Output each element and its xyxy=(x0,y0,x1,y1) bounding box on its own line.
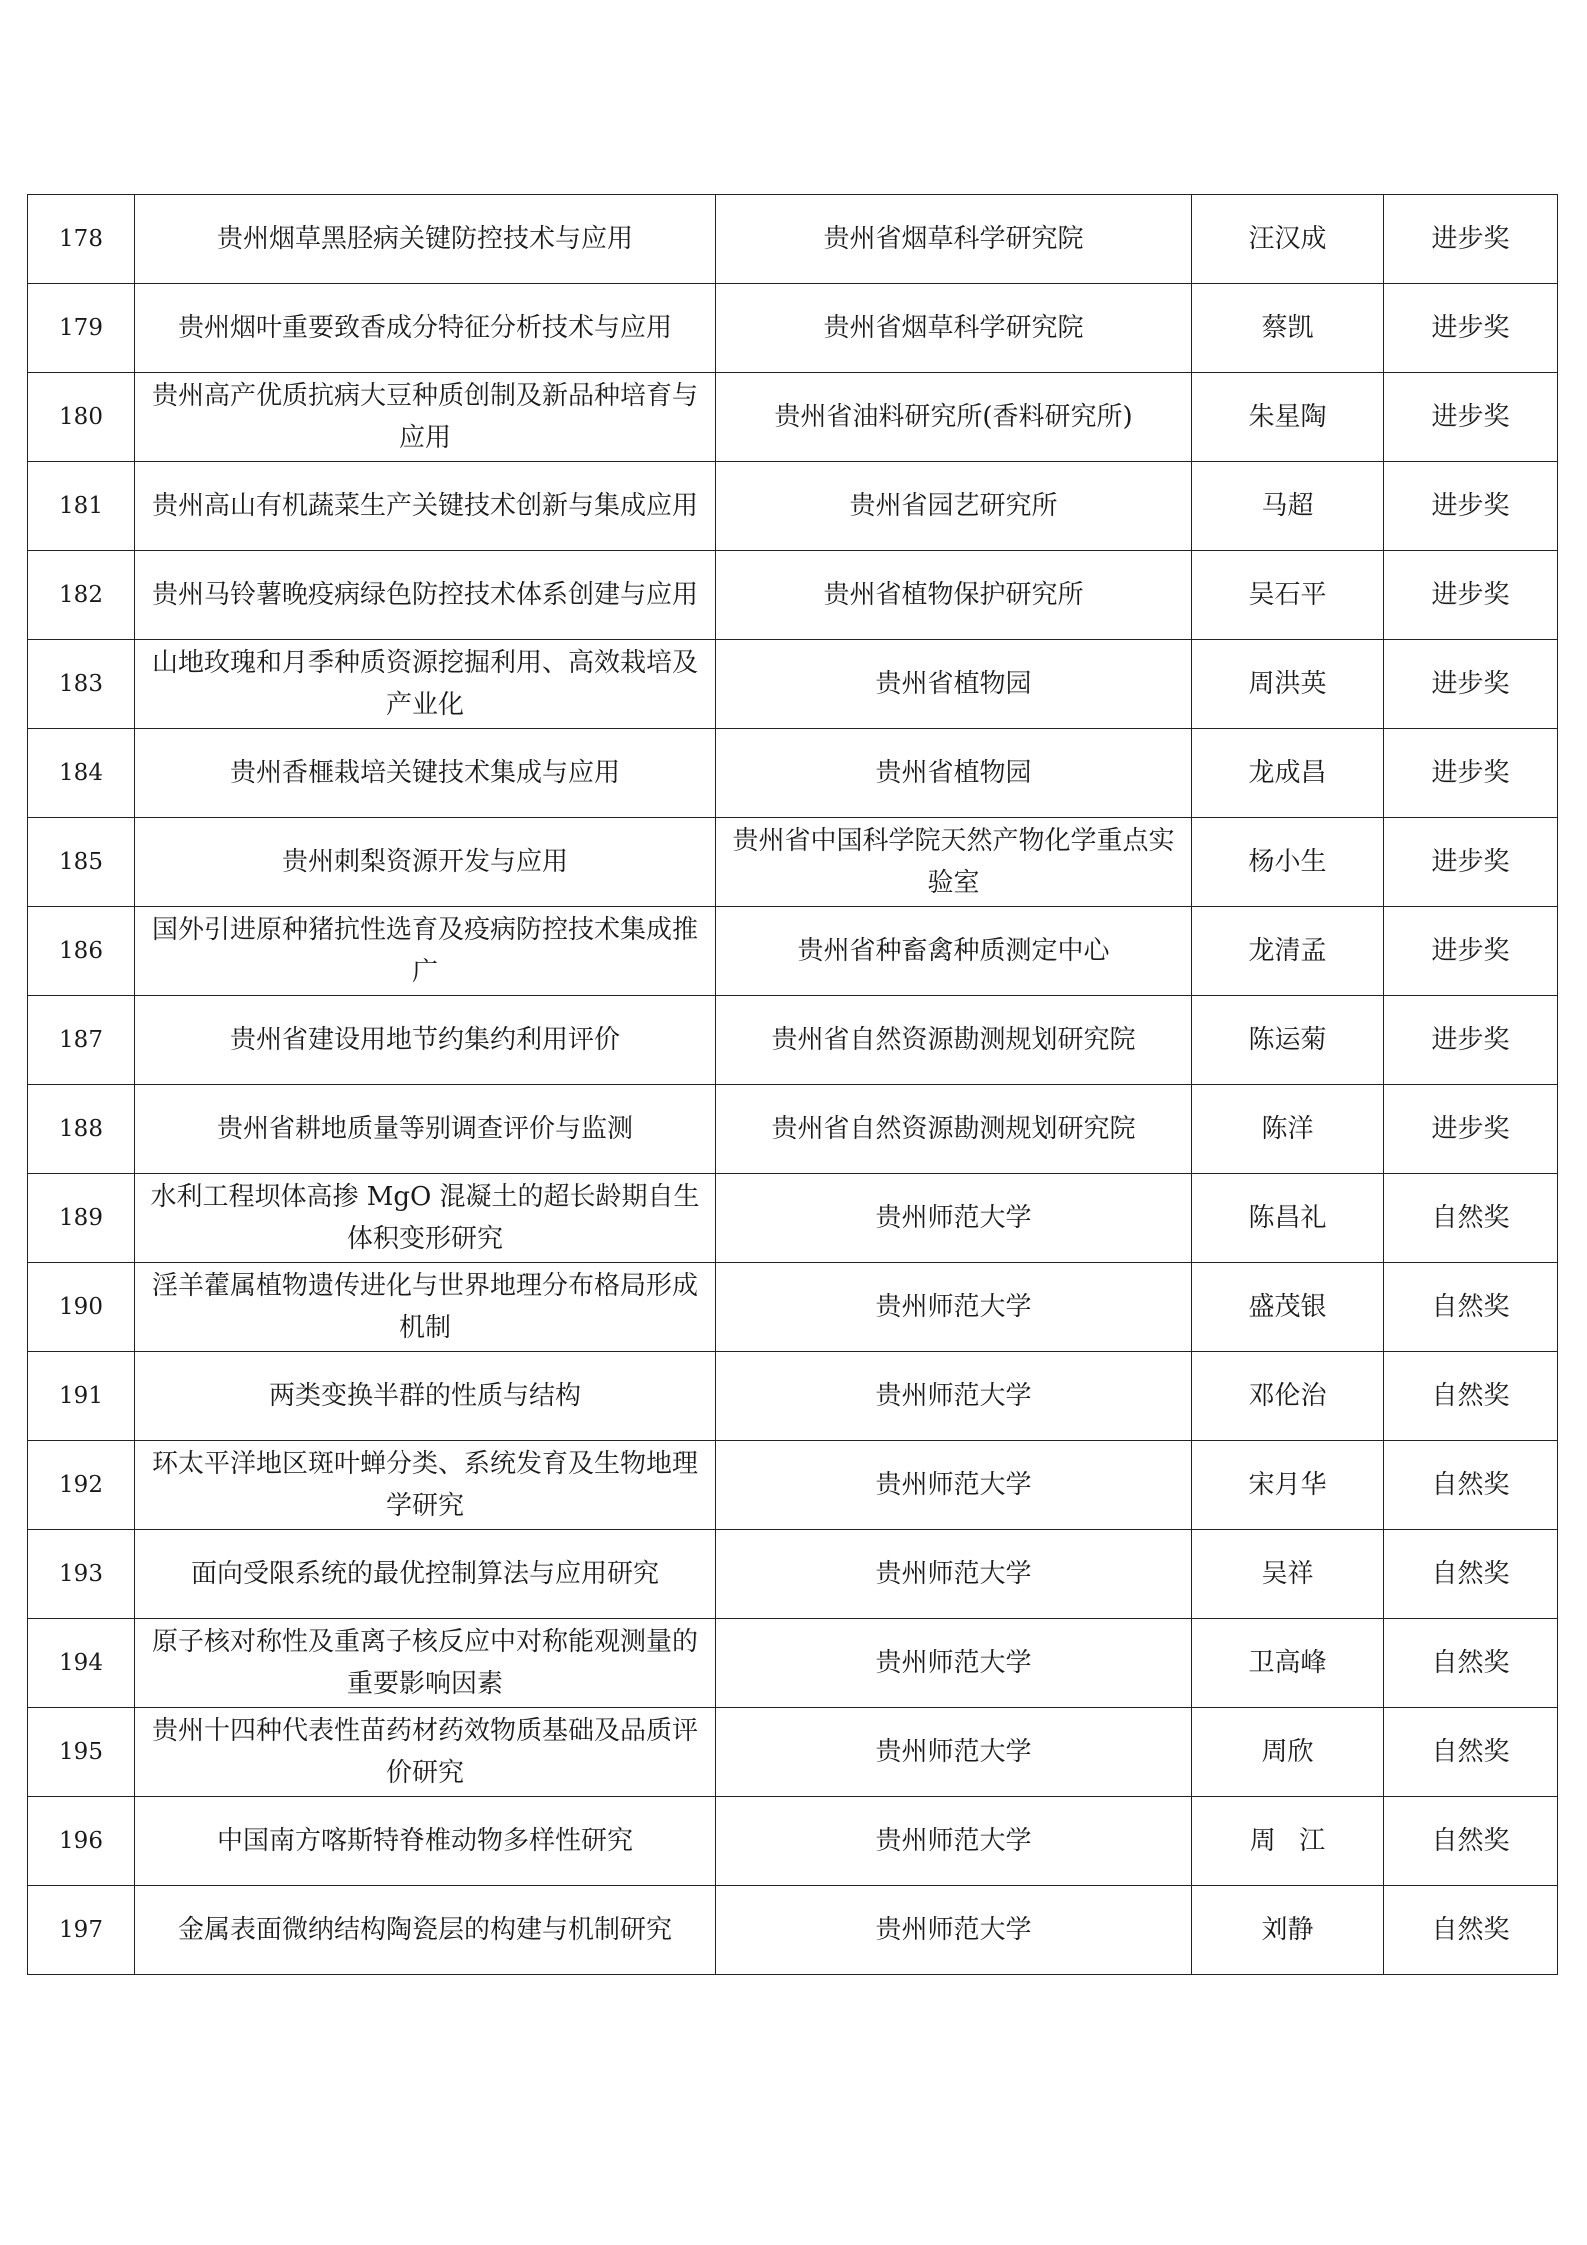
project-name: 水利工程坝体高掺 MgO 混凝土的超长龄期自生体积变形研究 xyxy=(135,1174,716,1263)
row-number: 188 xyxy=(28,1085,135,1174)
table-row xyxy=(28,1352,1558,1441)
row-number: 178 xyxy=(28,195,135,284)
project-name: 贵州烟叶重要致香成分特征分析技术与应用 xyxy=(135,284,716,373)
person-name: 周洪英 xyxy=(1192,640,1384,729)
person-name: 蔡凯 xyxy=(1192,284,1384,373)
person-name: 马超 xyxy=(1192,462,1384,551)
row-number: 197 xyxy=(28,1886,135,1975)
award-type: 进步奖 xyxy=(1384,640,1558,729)
person-name: 宋月华 xyxy=(1192,1441,1384,1530)
project-name: 贵州香榧栽培关键技术集成与应用 xyxy=(135,729,716,818)
unit-name: 贵州师范大学 xyxy=(716,1174,1192,1263)
table-row xyxy=(28,640,1558,729)
row-number: 194 xyxy=(28,1619,135,1708)
project-name: 贵州高山有机蔬菜生产关键技术创新与集成应用 xyxy=(135,462,716,551)
row-number: 193 xyxy=(28,1530,135,1619)
project-name: 贵州高产优质抗病大豆种质创制及新品种培育与应用 xyxy=(135,373,716,462)
unit-name: 贵州师范大学 xyxy=(716,1352,1192,1441)
person-name: 汪汉成 xyxy=(1192,195,1384,284)
award-type: 自然奖 xyxy=(1384,1441,1558,1530)
project-name: 贵州省建设用地节约集约利用评价 xyxy=(135,996,716,1085)
row-number: 180 xyxy=(28,373,135,462)
table-row xyxy=(28,1441,1558,1530)
person-name: 吴石平 xyxy=(1192,551,1384,640)
award-type: 进步奖 xyxy=(1384,729,1558,818)
person-name: 刘静 xyxy=(1192,1886,1384,1975)
award-table xyxy=(27,194,1558,1975)
row-number: 191 xyxy=(28,1352,135,1441)
unit-name: 贵州省植物保护研究所 xyxy=(716,551,1192,640)
project-name: 国外引进原种猪抗性选育及疫病防控技术集成推广 xyxy=(135,907,716,996)
award-type: 进步奖 xyxy=(1384,818,1558,907)
project-name: 贵州十四种代表性苗药材药效物质基础及品质评价研究 xyxy=(135,1708,716,1797)
person-name: 龙成昌 xyxy=(1192,729,1384,818)
table-row xyxy=(28,284,1558,373)
award-type: 自然奖 xyxy=(1384,1708,1558,1797)
award-type: 进步奖 xyxy=(1384,996,1558,1085)
table-row xyxy=(28,1174,1558,1263)
award-type: 自然奖 xyxy=(1384,1619,1558,1708)
row-number: 179 xyxy=(28,284,135,373)
row-number: 183 xyxy=(28,640,135,729)
row-number: 185 xyxy=(28,818,135,907)
person-name: 陈运菊 xyxy=(1192,996,1384,1085)
table-row xyxy=(28,729,1558,818)
unit-name: 贵州省中国科学院天然产物化学重点实验室 xyxy=(716,818,1192,907)
table-row xyxy=(28,996,1558,1085)
unit-name: 贵州师范大学 xyxy=(716,1708,1192,1797)
unit-name: 贵州师范大学 xyxy=(716,1530,1192,1619)
table-row xyxy=(28,1085,1558,1174)
person-name: 杨小生 xyxy=(1192,818,1384,907)
project-name: 贵州刺梨资源开发与应用 xyxy=(135,818,716,907)
table-row xyxy=(28,373,1558,462)
award-type: 自然奖 xyxy=(1384,1174,1558,1263)
unit-name: 贵州省自然资源勘测规划研究院 xyxy=(716,1085,1192,1174)
project-name: 两类变换半群的性质与结构 xyxy=(135,1352,716,1441)
award-type: 自然奖 xyxy=(1384,1263,1558,1352)
table-row xyxy=(28,907,1558,996)
project-name: 金属表面微纳结构陶瓷层的构建与机制研究 xyxy=(135,1886,716,1975)
unit-name: 贵州师范大学 xyxy=(716,1797,1192,1886)
award-type: 进步奖 xyxy=(1384,551,1558,640)
award-type: 进步奖 xyxy=(1384,462,1558,551)
unit-name: 贵州省烟草科学研究院 xyxy=(716,284,1192,373)
award-type: 自然奖 xyxy=(1384,1530,1558,1619)
project-name: 面向受限系统的最优控制算法与应用研究 xyxy=(135,1530,716,1619)
row-number: 190 xyxy=(28,1263,135,1352)
unit-name: 贵州师范大学 xyxy=(716,1441,1192,1530)
person-name xyxy=(1192,1797,1384,1886)
row-number: 192 xyxy=(28,1441,135,1530)
person-name-text: 周江 xyxy=(1249,1826,1349,1856)
person-name: 卫高峰 xyxy=(1192,1619,1384,1708)
table-row xyxy=(28,1530,1558,1619)
unit-name: 贵州省自然资源勘测规划研究院 xyxy=(716,996,1192,1085)
table-row xyxy=(28,462,1558,551)
table-row xyxy=(28,1619,1558,1708)
row-number: 182 xyxy=(28,551,135,640)
project-name: 中国南方喀斯特脊椎动物多样性研究 xyxy=(135,1797,716,1886)
project-name: 原子核对称性及重离子核反应中对称能观测量的重要影响因素 xyxy=(135,1619,716,1708)
project-name: 贵州省耕地质量等别调查评价与监测 xyxy=(135,1085,716,1174)
table-row xyxy=(28,1263,1558,1352)
table-row xyxy=(28,818,1558,907)
award-type: 进步奖 xyxy=(1384,373,1558,462)
table-row xyxy=(28,1797,1558,1886)
table-row xyxy=(28,195,1558,284)
unit-name: 贵州省植物园 xyxy=(716,729,1192,818)
award-type: 自然奖 xyxy=(1384,1886,1558,1975)
person-name: 朱星陶 xyxy=(1192,373,1384,462)
row-number: 186 xyxy=(28,907,135,996)
award-type: 自然奖 xyxy=(1384,1352,1558,1441)
unit-name: 贵州师范大学 xyxy=(716,1886,1192,1975)
unit-name: 贵州省油料研究所(香料研究所) xyxy=(716,373,1192,462)
table-row xyxy=(28,551,1558,640)
award-type: 进步奖 xyxy=(1384,195,1558,284)
unit-name: 贵州省烟草科学研究院 xyxy=(716,195,1192,284)
project-name: 淫羊藿属植物遗传进化与世界地理分布格局形成机制 xyxy=(135,1263,716,1352)
person-name: 盛茂银 xyxy=(1192,1263,1384,1352)
row-number: 195 xyxy=(28,1708,135,1797)
row-number: 189 xyxy=(28,1174,135,1263)
table-row xyxy=(28,1708,1558,1797)
award-type: 进步奖 xyxy=(1384,284,1558,373)
row-number: 196 xyxy=(28,1797,135,1886)
table-row xyxy=(28,1886,1558,1975)
person-name: 陈昌礼 xyxy=(1192,1174,1384,1263)
person-name: 吴祥 xyxy=(1192,1530,1384,1619)
unit-name: 贵州师范大学 xyxy=(716,1263,1192,1352)
person-name: 龙清孟 xyxy=(1192,907,1384,996)
row-number: 184 xyxy=(28,729,135,818)
row-number: 181 xyxy=(28,462,135,551)
project-name: 山地玫瑰和月季种质资源挖掘利用、高效栽培及产业化 xyxy=(135,640,716,729)
project-name: 贵州烟草黑胫病关键防控技术与应用 xyxy=(135,195,716,284)
unit-name: 贵州省植物园 xyxy=(716,640,1192,729)
person-name: 陈洋 xyxy=(1192,1085,1384,1174)
person-name: 周欣 xyxy=(1192,1708,1384,1797)
person-name: 邓伦治 xyxy=(1192,1352,1384,1441)
project-name: 贵州马铃薯晚疫病绿色防控技术体系创建与应用 xyxy=(135,551,716,640)
project-name: 环太平洋地区斑叶蝉分类、系统发育及生物地理学研究 xyxy=(135,1441,716,1530)
unit-name: 贵州省园艺研究所 xyxy=(716,462,1192,551)
award-type: 进步奖 xyxy=(1384,1085,1558,1174)
award-type: 进步奖 xyxy=(1384,907,1558,996)
unit-name: 贵州师范大学 xyxy=(716,1619,1192,1708)
unit-name: 贵州省种畜禽种质测定中心 xyxy=(716,907,1192,996)
row-number: 187 xyxy=(28,996,135,1085)
award-type: 自然奖 xyxy=(1384,1797,1558,1886)
